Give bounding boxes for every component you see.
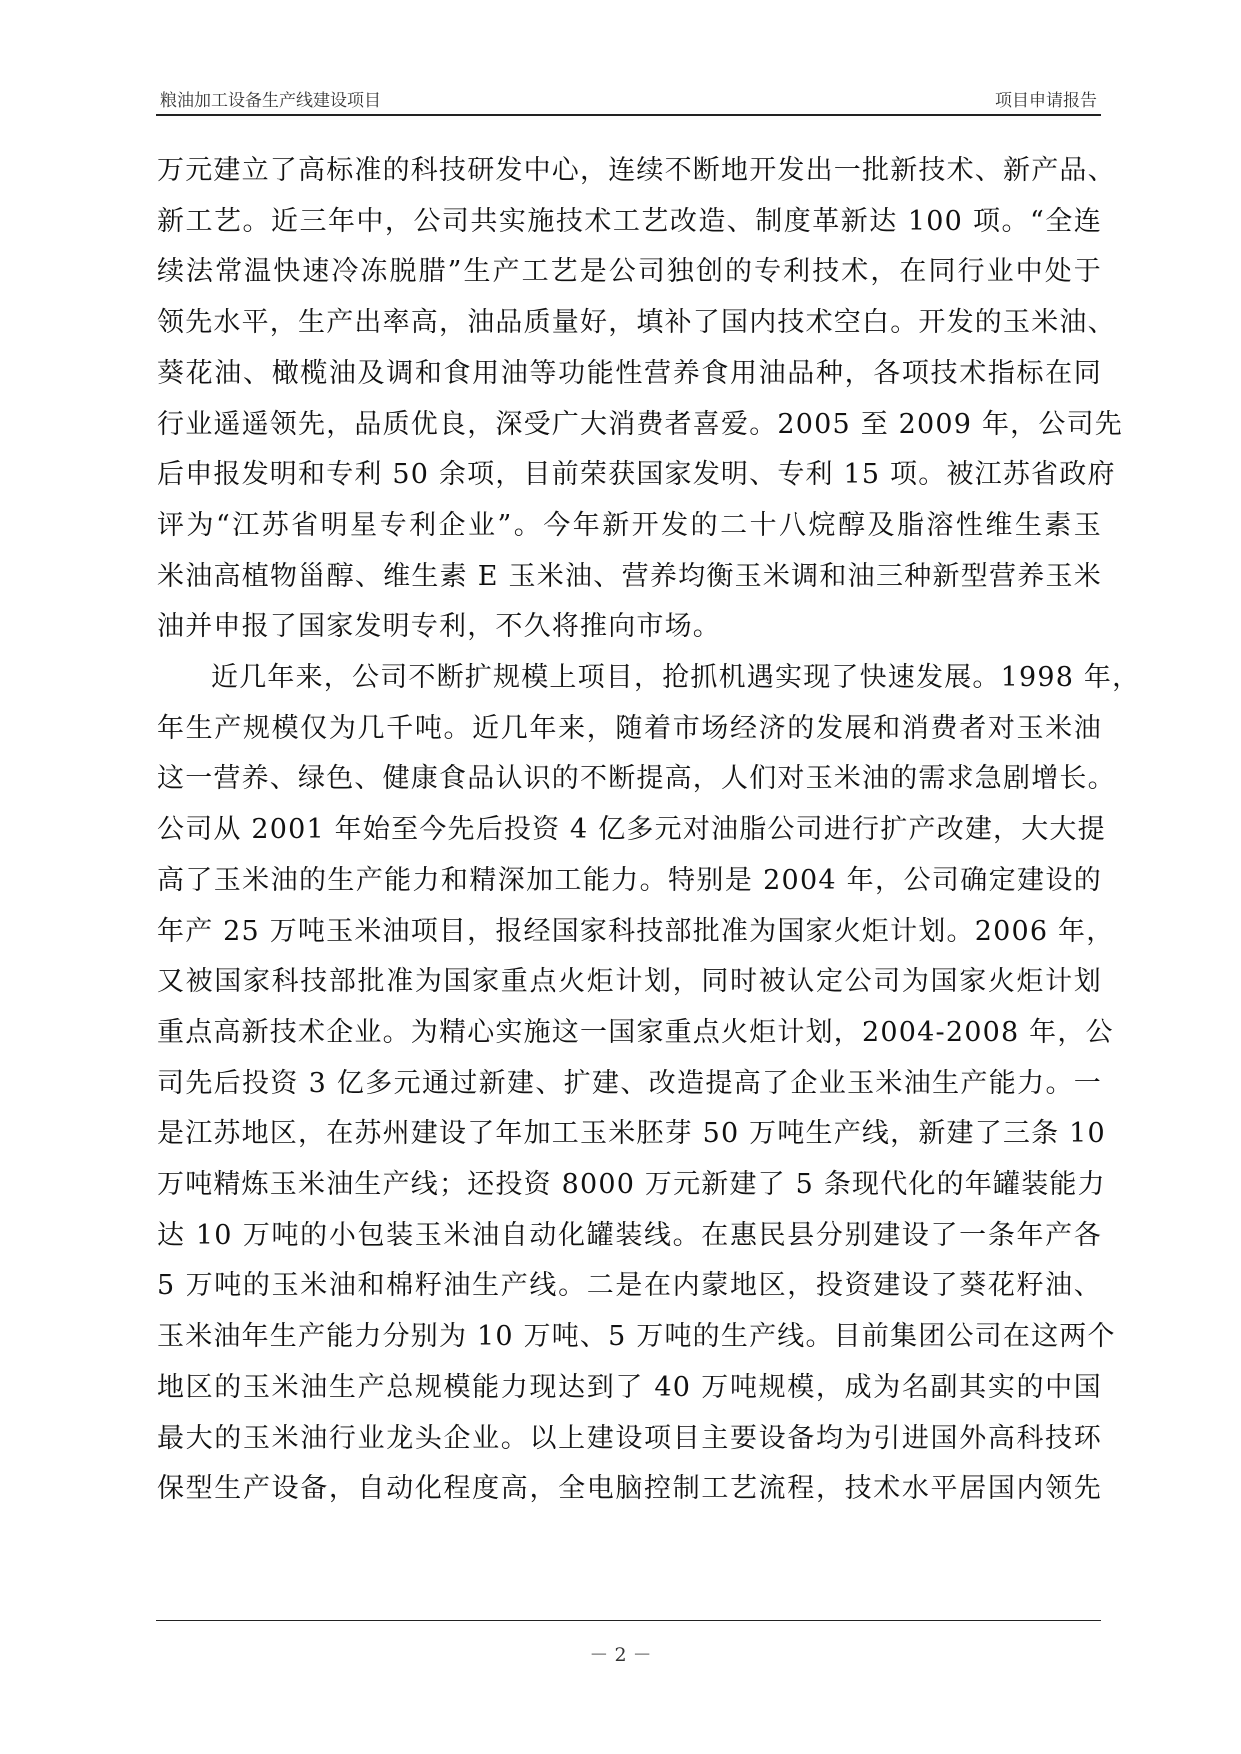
text-line: 达 10 万吨的小包装玉米油自动化罐装线。在惠民县分别建设了一条年产各	[157, 1219, 1102, 1251]
text-line: 又被国家科技部批准为国家重点火炬计划，同时被认定公司为国家火炬计划	[157, 966, 1102, 998]
text-line: 新工艺。近三年中，公司共实施技术工艺改造、制度革新达 100 项。“全连	[157, 205, 1102, 237]
text-line: 5 万吨的玉米油和棉籽油生产线。二是在内蒙地区，投资建设了葵花籽油、	[157, 1270, 1102, 1302]
page-header	[156, 84, 1101, 116]
document-body	[157, 146, 1141, 1515]
text-line: 司先后投资 3 亿多元通过新建、扩建、改造提高了企业玉米油生产能力。一	[157, 1067, 1102, 1099]
text-line: 是江苏地区，在苏州建设了年加工玉米胚芽 50 万吨生产线，新建了三条 10	[157, 1118, 1106, 1150]
text-line: 葵花油、橄榄油及调和食用油等功能性营养食用油品种，各项技术指标在同	[157, 357, 1102, 389]
text-line: 米油高植物甾醇、维生素 E 玉米油、营养均衡玉米调和油三种新型营养玉米	[157, 560, 1102, 592]
text-line: 行业遥遥领先，品质优良，深受广大消费者喜爱。2005 至 2009 年，公司先	[157, 408, 1123, 440]
footer-divider	[156, 1620, 1101, 1621]
text-line: 年产 25 万吨玉米油项目，报经国家科技部批准为国家火炬计划。2006 年，	[157, 915, 1115, 947]
text-line: 万元建立了高标准的科技研发中心，连续不断地开发出一批新技术、新产品、	[157, 155, 1116, 186]
text-line: 年生产规模仅为几千吨。近几年来，随着市场经济的发展和消费者对玉米油	[157, 712, 1102, 744]
text-line: 玉米油年生产能力分别为 10 万吨、5 万吨的生产线。目前集团公司在这两个	[157, 1321, 1116, 1353]
text-line: 重点高新技术企业。为精心实施这一国家重点火炬计划，2004-2008 年，公	[157, 1016, 1114, 1048]
text-line: 油并申报了国家发明专利，不久将推向市场。	[157, 611, 721, 643]
text-line: 近几年来，公司不断扩规模上项目，抢抓机遇实现了快速发展。1998 年，	[211, 662, 1141, 694]
text-line: 公司从 2001 年始至今先后投资 4 亿多元对油脂公司进行扩产改建，大大提	[157, 814, 1106, 846]
text-line: 评为“江苏省明星专利企业”。今年新开发的二十八烷醇及脂溶性维生素玉	[157, 509, 1102, 541]
page-number: － 2 －	[589, 1644, 652, 1666]
paragraph-2	[157, 653, 1141, 1515]
text-line: 领先水平，生产出率高，油品质量好，填补了国内技术空白。开发的玉米油、	[157, 307, 1116, 339]
text-line: 这一营养、绿色、健康食品认识的不断提高，人们对玉米油的需求急剧增长。	[157, 763, 1116, 795]
text-line: 后申报发明和专利 50 余项，目前荣获国家发明、专利 15 项。被江苏省政府	[157, 459, 1116, 491]
text-line: 最大的玉米油行业龙头企业。以上建设项目主要设备均为引进国外高科技环	[157, 1422, 1102, 1454]
text-line: 万吨精炼玉米油生产线；还投资 8000 万元新建了 5 条现代化的年罐装能力	[157, 1169, 1106, 1201]
text-line: 高了玉米油的生产能力和精深加工能力。特别是 2004 年，公司确定建设的	[157, 864, 1102, 896]
header-report-type: 项目申请报告	[995, 91, 1097, 111]
text-line: 保型生产设备，自动化程度高，全电脑控制工艺流程，技术水平居国内领先	[157, 1473, 1102, 1505]
text-line: 续法常温快速冷冻脱腊”生产工艺是公司独创的专利技术，在同行业中处于	[157, 256, 1102, 288]
paragraph-1	[157, 146, 1123, 653]
text-line: 地区的玉米油生产总规模能力现达到了 40 万吨规模，成为名副其实的中国	[157, 1371, 1102, 1403]
header-project-title: 粮油加工设备生产线建设项目	[160, 91, 381, 111]
